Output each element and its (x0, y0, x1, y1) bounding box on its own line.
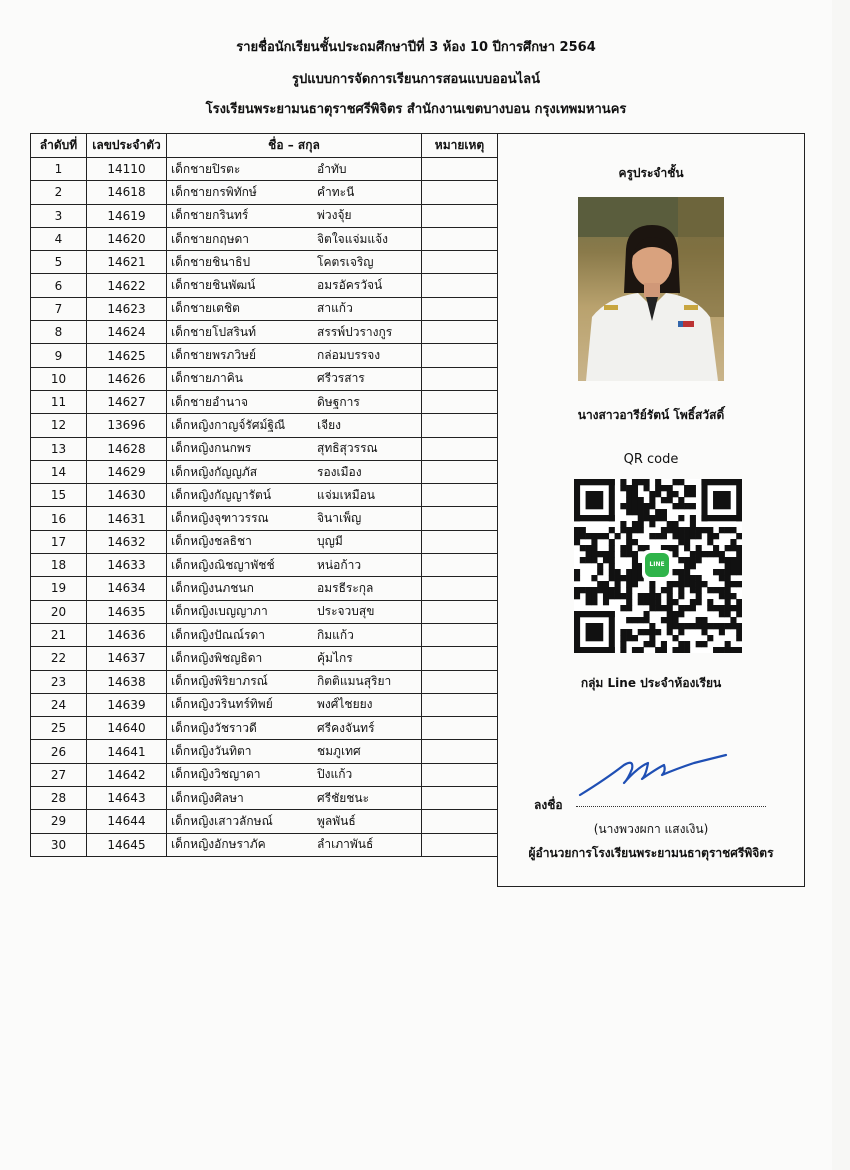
cell-name (167, 251, 422, 274)
first-name: เด็กชายอำนาจ (171, 394, 248, 409)
table-row (31, 717, 498, 740)
cell-name (167, 647, 422, 670)
cell-note (422, 367, 498, 390)
cell-name (167, 740, 422, 763)
cell-note (422, 390, 498, 413)
cell-student-id: 14630 (87, 484, 167, 507)
cell-no: 25 (31, 717, 87, 740)
table-header-row (31, 134, 498, 158)
last-name: แจ่มเหมือน (317, 487, 376, 502)
last-name: พ่วงจุ้ย (317, 208, 352, 223)
cell-note (422, 623, 498, 646)
cell-student-id: 14629 (87, 460, 167, 483)
cell-student-id: 14633 (87, 554, 167, 577)
cell-student-id: 14641 (87, 740, 167, 763)
cell-student-id: 14619 (87, 204, 167, 227)
first-name: เด็กชายโปสรินท์ (171, 324, 257, 339)
line-logo-icon: LINE (645, 553, 669, 577)
last-name: เจียง (317, 417, 342, 432)
last-name: กิตติแมนสุริยา (317, 674, 392, 689)
cell-note (422, 647, 498, 670)
last-name: ศรีวรสาร (317, 371, 365, 386)
first-name: เด็กหญิงชลธิชา (171, 534, 252, 549)
cell-note (422, 251, 498, 274)
last-name: อำทับ (317, 161, 347, 176)
teacher-heading: ครูประจำชั้น (618, 166, 684, 180)
table-row (31, 787, 498, 810)
table-row (31, 530, 498, 553)
first-name: เด็กหญิงจุฑาวรรณ (171, 511, 269, 526)
cell-student-id: 14643 (87, 787, 167, 810)
last-name: บุญมี (317, 534, 343, 549)
cell-name (167, 717, 422, 740)
cell-note (422, 274, 498, 297)
cell-no: 27 (31, 763, 87, 786)
line-logo-frame (642, 550, 672, 580)
last-name: หน่อก้าว (317, 557, 362, 572)
table-row (31, 600, 498, 623)
cell-no: 5 (31, 251, 87, 274)
cell-student-id: 14631 (87, 507, 167, 530)
table-row (31, 204, 498, 227)
cell-name (167, 181, 422, 204)
first-name: เด็กชายปิรตะ (171, 161, 241, 176)
cell-student-id: 14634 (87, 577, 167, 600)
cell-student-id: 14642 (87, 763, 167, 786)
table-row (31, 693, 498, 716)
cell-name (167, 833, 422, 856)
table-row (31, 390, 498, 413)
cell-name (167, 623, 422, 646)
cell-no: 4 (31, 227, 87, 250)
table-row (31, 623, 498, 646)
last-name: ศรีชัยชนะ (317, 790, 370, 805)
cell-note (422, 158, 498, 181)
signature-icon (576, 749, 736, 799)
director-name: (นางพวงผกา แสงเงิน) (593, 822, 709, 836)
last-name: ลำเภาพันธ์ (317, 837, 374, 852)
cell-note (422, 693, 498, 716)
first-name: เด็กหญิงกาญจ์รัศม์ฐิณี (171, 417, 286, 432)
cell-student-id: 14626 (87, 367, 167, 390)
cell-note (422, 181, 498, 204)
first-name: เด็กหญิงวิชญาดา (171, 767, 261, 782)
cell-no: 2 (31, 181, 87, 204)
first-name: เด็กหญิงเสาวลักษณ์ (171, 813, 273, 828)
cell-no: 11 (31, 390, 87, 413)
first-name: เด็กชายพรภวิษย์ (171, 348, 257, 363)
cell-no: 30 (31, 833, 87, 856)
cell-student-id: 14632 (87, 530, 167, 553)
first-name: เด็กหญิงวรินทร์ทิพย์ (171, 697, 273, 712)
cell-no: 21 (31, 623, 87, 646)
first-name: เด็กหญิงกัญญภัส (171, 464, 258, 479)
cell-note (422, 787, 498, 810)
cell-no: 13 (31, 437, 87, 460)
table-row (31, 158, 498, 181)
col-header-name: ชื่อ – สกุล (167, 134, 422, 158)
cell-no: 22 (31, 647, 87, 670)
teacher-portrait-icon (578, 197, 724, 381)
table-row (31, 740, 498, 763)
title-teaching-format: รูปแบบการจัดการเรียนการสอนแบบออนไลน์ (292, 72, 540, 87)
first-name: เด็กชายกรพิทักษ์ (171, 184, 257, 199)
first-name: เด็กชายชินพัฒน์ (171, 278, 256, 293)
roster-body (31, 158, 498, 857)
cell-no: 20 (31, 600, 87, 623)
last-name: ประจวบสุข (317, 604, 375, 619)
table-row (31, 181, 498, 204)
cell-name (167, 763, 422, 786)
cell-no: 6 (31, 274, 87, 297)
first-name: เด็กชายภาคิน (171, 371, 243, 386)
cell-name (167, 344, 422, 367)
col-header-id: เลขประจำตัว (87, 134, 167, 158)
last-name: พงศ์ไชยยง (317, 697, 373, 712)
last-name: สรรพ์ปวรางกูร (317, 324, 393, 339)
table-row (31, 437, 498, 460)
last-name: อมรอัครวัจน์ (317, 278, 383, 293)
cell-no: 9 (31, 344, 87, 367)
cell-no: 19 (31, 577, 87, 600)
cell-student-id: 14620 (87, 227, 167, 250)
cell-student-id: 14639 (87, 693, 167, 716)
cell-name (167, 507, 422, 530)
table-row (31, 833, 498, 856)
teacher-name: นางสาวอารีย์รัตน์ โพธิ์สวัสดิ์ (577, 408, 725, 422)
cell-student-id: 14635 (87, 600, 167, 623)
cell-name (167, 367, 422, 390)
first-name: เด็กหญิงณิชญาพัชช์ (171, 557, 275, 572)
last-name: คำทะนี (317, 184, 355, 199)
table-row (31, 554, 498, 577)
table-row (31, 507, 498, 530)
table-row (31, 367, 498, 390)
cell-no: 14 (31, 460, 87, 483)
last-name: คุ้มไกร (317, 650, 353, 665)
cell-student-id: 14628 (87, 437, 167, 460)
table-row (31, 274, 498, 297)
cell-note (422, 833, 498, 856)
last-name: โคตรเจริญ (317, 254, 374, 269)
col-header-no: ลำดับที่ (31, 134, 87, 158)
cell-note (422, 321, 498, 344)
cell-note (422, 227, 498, 250)
cell-no: 17 (31, 530, 87, 553)
cell-name (167, 787, 422, 810)
cell-student-id: 14640 (87, 717, 167, 740)
first-name: เด็กหญิงศิลษา (171, 790, 244, 805)
col-header-note: หมายเหตุ (422, 134, 498, 158)
cell-student-id: 14627 (87, 390, 167, 413)
cell-name (167, 204, 422, 227)
cell-note (422, 740, 498, 763)
cell-student-id: 14625 (87, 344, 167, 367)
cell-name (167, 414, 422, 437)
table-row (31, 227, 498, 250)
cell-note (422, 763, 498, 786)
last-name: กิมแก้ว (317, 627, 354, 642)
cell-note (422, 204, 498, 227)
first-name: เด็กหญิงนภชนก (171, 580, 254, 595)
first-name: เด็กหญิงปัณณ์รดา (171, 627, 266, 642)
table-row (31, 484, 498, 507)
cell-note (422, 670, 498, 693)
cell-no: 12 (31, 414, 87, 437)
cell-student-id: 14637 (87, 647, 167, 670)
first-name: เด็กหญิงกัญญารัตน์ (171, 487, 272, 502)
first-name: เด็กชายเตชิต (171, 301, 240, 316)
table-row (31, 810, 498, 833)
last-name: สุทธิสุวรรณ (317, 441, 378, 456)
cell-name (167, 437, 422, 460)
table-row (31, 344, 498, 367)
table-row (31, 647, 498, 670)
table-row (31, 577, 498, 600)
cell-student-id: 14622 (87, 274, 167, 297)
line-group-label: กลุ่ม Line ประจำห้องเรียน (580, 676, 722, 690)
cell-note (422, 810, 498, 833)
cell-no: 7 (31, 297, 87, 320)
cell-student-id: 14636 (87, 623, 167, 646)
cell-name (167, 227, 422, 250)
teacher-photo (578, 197, 724, 381)
cell-note (422, 717, 498, 740)
first-name: เด็กหญิงพิริยาภรณ์ (171, 674, 268, 689)
cell-no: 28 (31, 787, 87, 810)
last-name: ปิงแก้ว (317, 767, 353, 782)
cell-student-id: 14110 (87, 158, 167, 181)
cell-name (167, 577, 422, 600)
first-name: เด็กหญิงพิชญธิดา (171, 650, 263, 665)
cell-student-id: 14618 (87, 181, 167, 204)
director-title: ผู้อำนวยการโรงเรียนพระยามนธาตุราชศรีพิจิตร (528, 846, 774, 860)
cell-name (167, 693, 422, 716)
last-name: จิตใจแจ่มแจ้ง (317, 231, 389, 246)
first-name: เด็กชายกรินทร์ (171, 208, 249, 223)
first-name: เด็กหญิงวันทิตา (171, 744, 252, 759)
qr-code[interactable] (574, 479, 742, 653)
last-name: รองเมือง (317, 464, 362, 479)
cell-name (167, 321, 422, 344)
cell-note (422, 297, 498, 320)
title-school: โรงเรียนพระยามนธาตุราชศรีพิจิตร สำนักงานเขตบางบอน กรุงเทพมหานคร (205, 102, 627, 117)
cell-no: 16 (31, 507, 87, 530)
cell-no: 24 (31, 693, 87, 716)
first-name: เด็กหญิงกนกพร (171, 441, 252, 456)
sign-label: ลงชื่อ (534, 798, 563, 812)
cell-student-id: 14621 (87, 251, 167, 274)
cell-name (167, 158, 422, 181)
last-name: กล่อมบรรจง (317, 348, 381, 363)
cell-note (422, 484, 498, 507)
first-name: เด็กชายชินาธิป (171, 254, 251, 269)
table-row (31, 297, 498, 320)
cell-note (422, 414, 498, 437)
cell-no: 1 (31, 158, 87, 181)
last-name: สาแก้ว (317, 301, 353, 316)
cell-name (167, 484, 422, 507)
cell-note (422, 437, 498, 460)
cell-note (422, 530, 498, 553)
last-name: ดิษฐการ (317, 394, 360, 409)
cell-name (167, 530, 422, 553)
last-name: อมรธีระกุล (317, 580, 374, 595)
cell-note (422, 554, 498, 577)
signature-line (576, 806, 766, 807)
cell-no: 26 (31, 740, 87, 763)
cell-name (167, 600, 422, 623)
table-row (31, 321, 498, 344)
last-name: ชมภูเทศ (317, 744, 361, 759)
table-row (31, 670, 498, 693)
cell-note (422, 460, 498, 483)
table-row (31, 460, 498, 483)
title-class-list: รายชื่อนักเรียนชั้นประถมศึกษาปีที่ 3 ห้อง 10 ปีการศึกษา 2564 (236, 40, 596, 55)
first-name: เด็กชายกฤษดา (171, 231, 250, 246)
last-name: จินาเพ็ญ (317, 511, 362, 526)
cell-name (167, 390, 422, 413)
cell-note (422, 344, 498, 367)
cell-student-id: 14624 (87, 321, 167, 344)
teacher-panel (497, 133, 805, 887)
first-name: เด็กหญิงเบญญาภา (171, 604, 268, 619)
cell-note (422, 577, 498, 600)
cell-no: 18 (31, 554, 87, 577)
table-row (31, 763, 498, 786)
cell-no: 10 (31, 367, 87, 390)
cell-student-id: 14623 (87, 297, 167, 320)
cell-name (167, 460, 422, 483)
first-name: เด็กหญิงอักษราภัค (171, 837, 266, 852)
table-row (31, 251, 498, 274)
cell-name (167, 670, 422, 693)
cell-no: 15 (31, 484, 87, 507)
cell-name (167, 554, 422, 577)
cell-no: 23 (31, 670, 87, 693)
last-name: ศรีคงจันทร์ (317, 720, 375, 735)
cell-student-id: 14645 (87, 833, 167, 856)
cell-student-id: 14644 (87, 810, 167, 833)
first-name: เด็กหญิงวัชราวดี (171, 720, 257, 735)
cell-student-id: 14638 (87, 670, 167, 693)
last-name: พูลพันธ์ (317, 813, 356, 828)
student-roster-table (30, 133, 498, 857)
cell-name (167, 810, 422, 833)
table-row (31, 414, 498, 437)
cell-no: 3 (31, 204, 87, 227)
cell-name (167, 274, 422, 297)
cell-no: 29 (31, 810, 87, 833)
cell-note (422, 507, 498, 530)
cell-no: 8 (31, 321, 87, 344)
cell-name (167, 297, 422, 320)
cell-note (422, 600, 498, 623)
cell-student-id: 13696 (87, 414, 167, 437)
qr-label: QR code (623, 452, 679, 467)
